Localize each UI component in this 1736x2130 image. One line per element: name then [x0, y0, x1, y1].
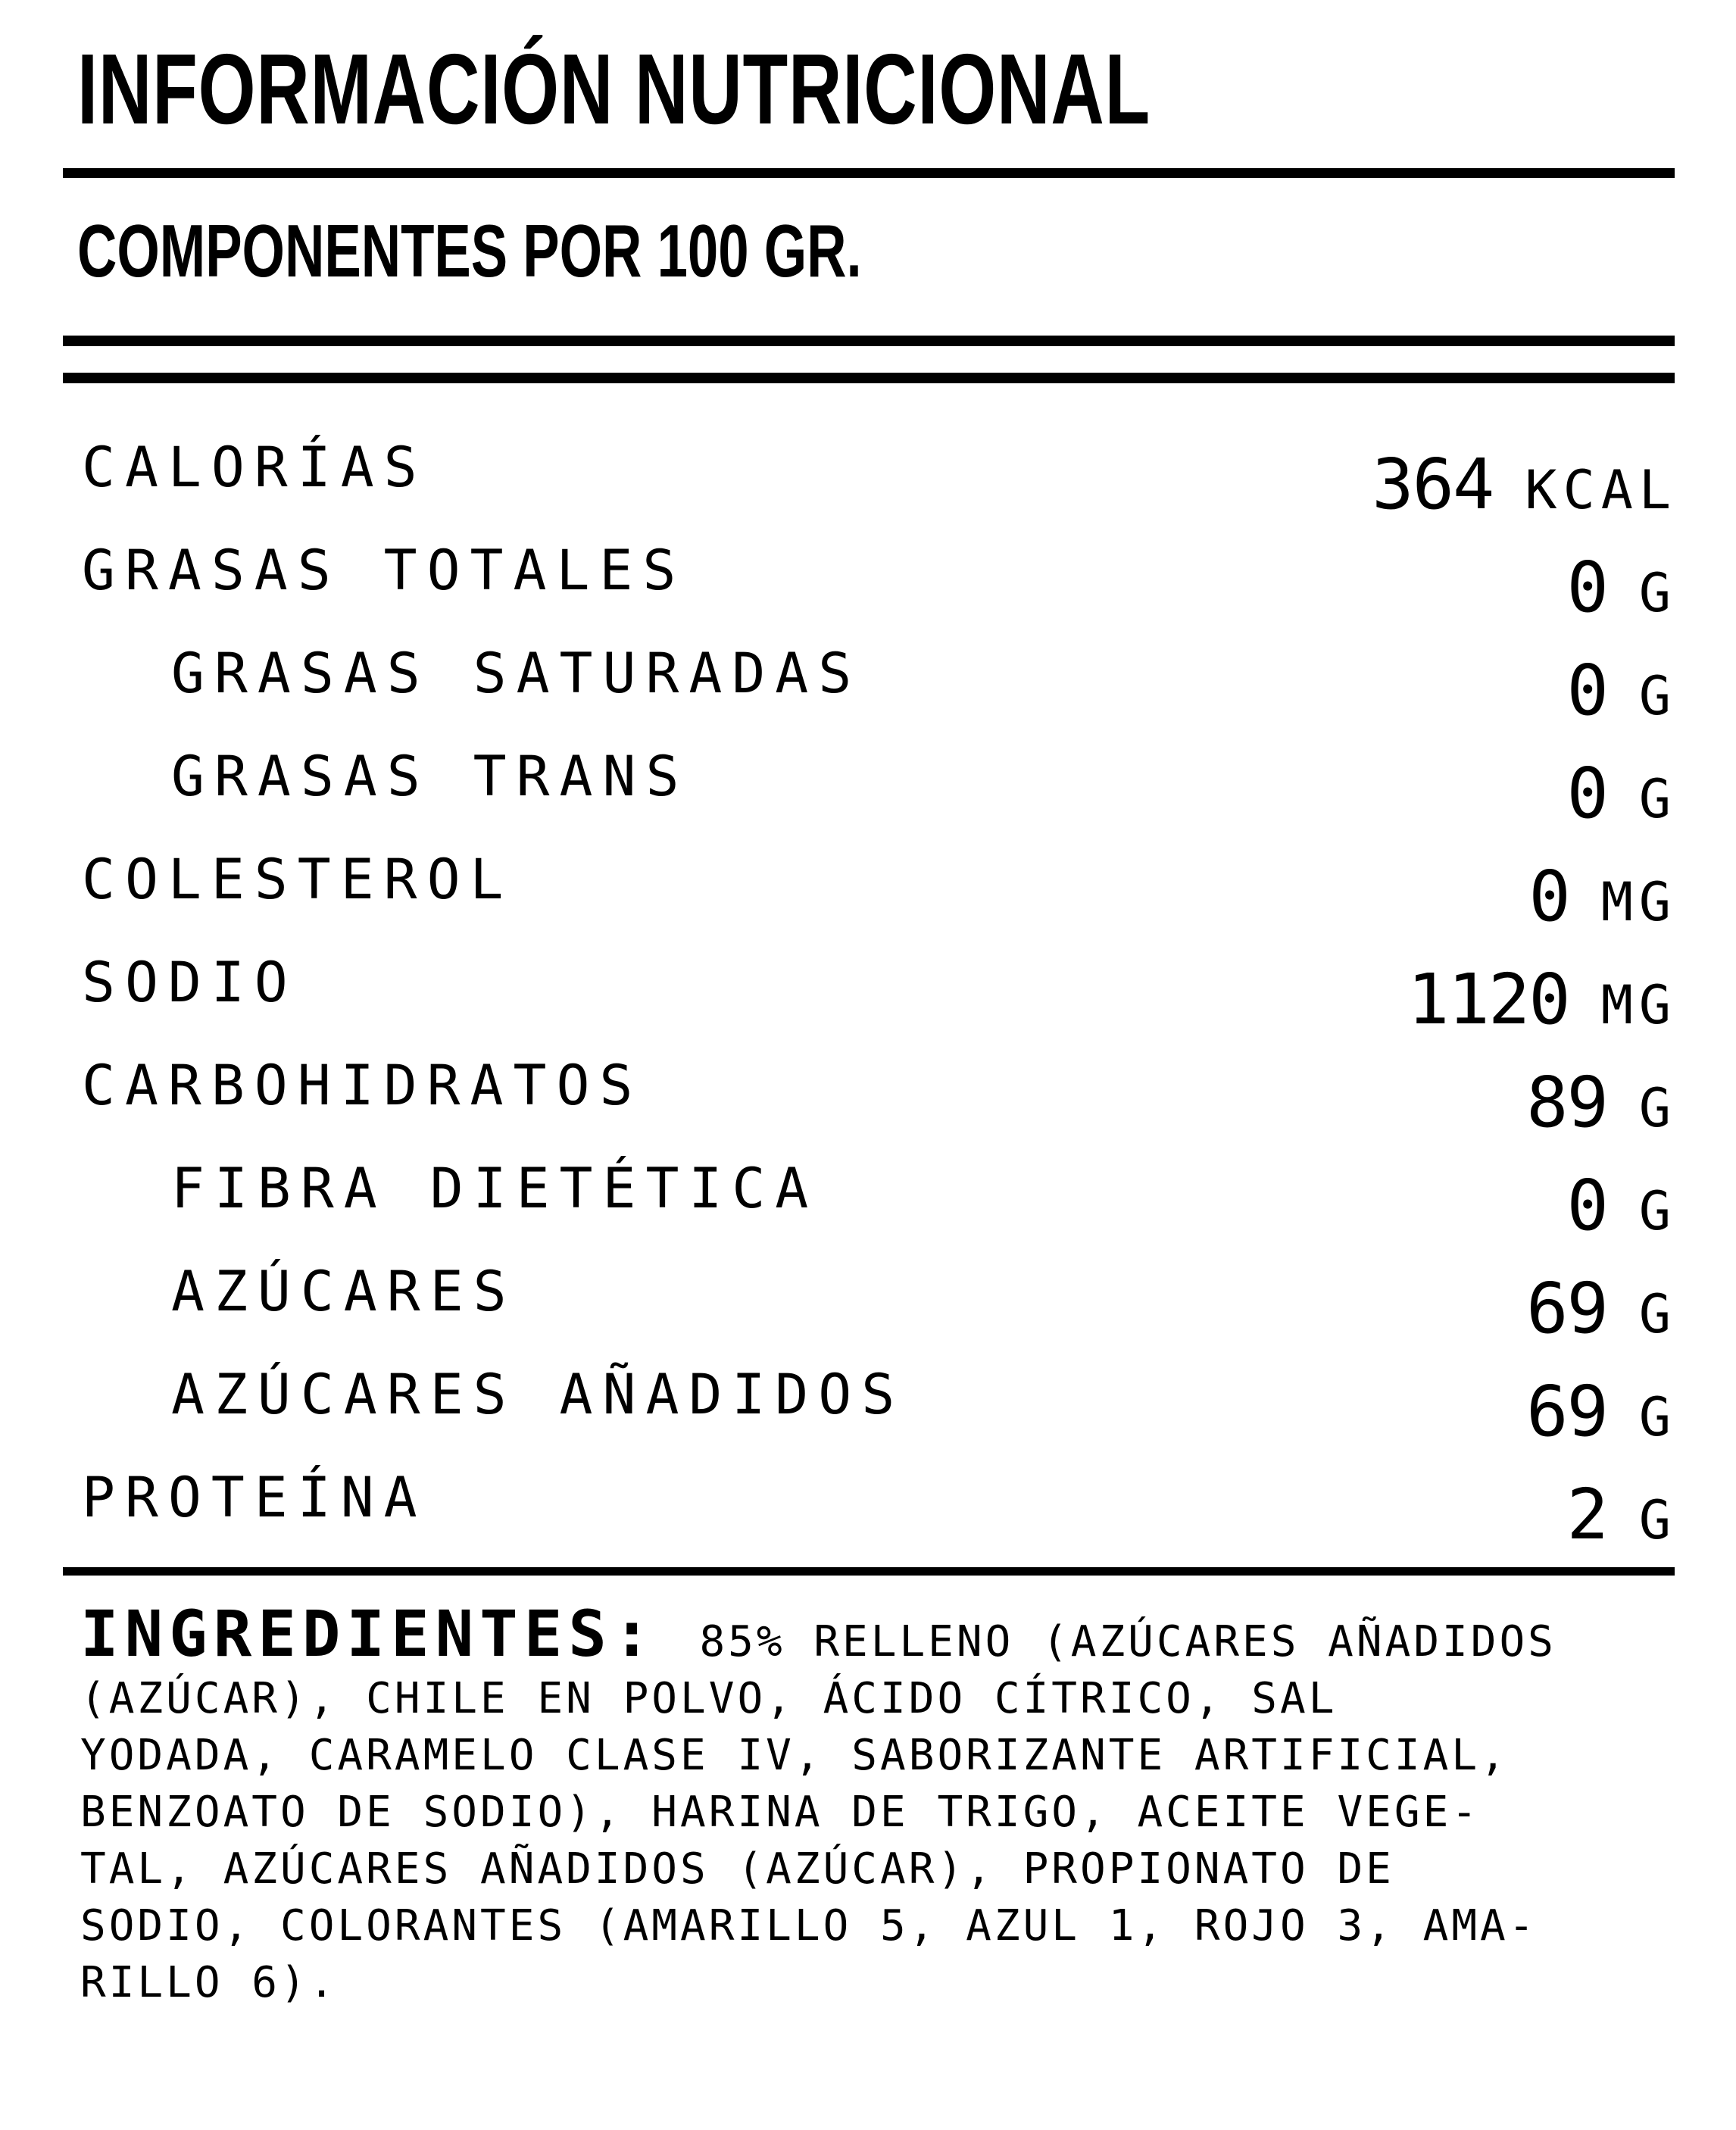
- nutrient-amount: 0: [1566, 650, 1607, 731]
- serving-basis: COMPONENTES POR 100 GR.: [77, 209, 862, 292]
- nutrient-amount: 364: [1372, 444, 1494, 525]
- nutrient-amount: 69: [1526, 1268, 1607, 1349]
- nutrient-label: AZÚCARES: [171, 1260, 517, 1324]
- nutrient-amount: 0: [1566, 547, 1607, 628]
- nutrient-amount: 69: [1526, 1371, 1607, 1452]
- nutrient-unit: G: [1638, 1283, 1677, 1345]
- nutrient-row-azucares-anadidos: [0, 1355, 1736, 1458]
- nutrient-unit: G: [1638, 562, 1677, 624]
- divider-double-upper: [63, 336, 1675, 346]
- ingredients-line: RILLO 6).: [80, 1958, 338, 2007]
- nutrient-label: GRASAS SATURADAS: [171, 642, 862, 706]
- nutrient-label: CARBOHIDRATOS: [82, 1054, 643, 1118]
- nutrient-amount: 89: [1526, 1062, 1607, 1143]
- nutrient-row-colesterol: [0, 840, 1736, 943]
- nutrient-amount: 2: [1566, 1474, 1607, 1555]
- nutrient-row-proteina: [0, 1458, 1736, 1561]
- nutrient-row-grasas-saturadas: [0, 634, 1736, 737]
- ingredients-line: [80, 1597, 1709, 1671]
- nutrient-row-sodio: [0, 943, 1736, 1046]
- nutrient-amount: 0: [1566, 753, 1607, 834]
- nutrient-unit: G: [1638, 1386, 1677, 1448]
- nutrient-row-calorias: [0, 428, 1736, 531]
- ingredients-text: 85% RELLENO (AZÚCARES AÑADIDOS: [699, 1617, 1556, 1666]
- nutrient-label: PROTEÍNA: [82, 1466, 427, 1530]
- nutrient-unit: KCAL: [1525, 459, 1677, 521]
- nutrient-unit: G: [1638, 1489, 1677, 1551]
- ingredients-line: YODADA, CARAMELO CLASE IV, SABORIZANTE ARTIFICIAL,: [80, 1731, 1509, 1780]
- nutrient-label: GRASAS TOTALES: [82, 539, 686, 603]
- nutrient-label: FIBRA DIETÉTICA: [171, 1157, 819, 1221]
- nutrient-unit: G: [1638, 768, 1677, 830]
- nutrient-unit: G: [1638, 1077, 1677, 1139]
- nutrient-amount: 0: [1566, 1165, 1607, 1246]
- nutrient-unit: MG: [1600, 974, 1677, 1036]
- nutrient-unit: MG: [1600, 871, 1677, 933]
- nutrient-label: AZÚCARES AÑADIDOS: [171, 1363, 905, 1427]
- ingredients-line: BENZOATO DE SODIO), HARINA DE TRIGO, ACEITE VEGE-: [80, 1788, 1481, 1837]
- divider-ingredients: [63, 1567, 1675, 1576]
- nutrient-label: CALORÍAS: [82, 436, 427, 500]
- ingredients-line: SODIO, COLORANTES (AMARILLO 5, AZUL 1, ROJO 3, AMA-: [80, 1901, 1538, 1950]
- nutrient-amount: 0: [1528, 856, 1569, 937]
- nutrient-label: COLESTEROL: [82, 848, 514, 912]
- ingredients-block: [80, 1597, 1709, 2011]
- nutrient-amount: 1120: [1407, 959, 1569, 1040]
- nutrient-label: SODIO: [82, 951, 298, 1015]
- nutrient-label: GRASAS TRANS: [171, 745, 689, 809]
- nutrient-row-fibra-dietetica: [0, 1149, 1736, 1252]
- ingredients-heading: INGREDIENTES:: [80, 1597, 657, 1671]
- nutrient-row-grasas-totales: [0, 531, 1736, 634]
- divider-top: [63, 168, 1675, 178]
- ingredients-line: TAL, AZÚCARES AÑADIDOS (AZÚCAR), PROPIONATO DE: [80, 1844, 1394, 1894]
- nutrient-unit: G: [1638, 665, 1677, 727]
- nutrient-row-azucares: [0, 1252, 1736, 1355]
- nutrient-table: [0, 428, 1736, 1561]
- ingredients-line: (AZÚCAR), CHILE EN POLVO, ÁCIDO CÍTRICO, SAL: [80, 1674, 1338, 1723]
- page-title: INFORMACIÓN NUTRICIONAL: [77, 33, 1151, 145]
- nutrient-unit: G: [1638, 1180, 1677, 1242]
- nutrient-row-grasas-trans: [0, 737, 1736, 840]
- nutrient-value: [1566, 1473, 1677, 1576]
- nutrient-row-carbohidratos: [0, 1046, 1736, 1149]
- divider-double-lower: [63, 373, 1675, 383]
